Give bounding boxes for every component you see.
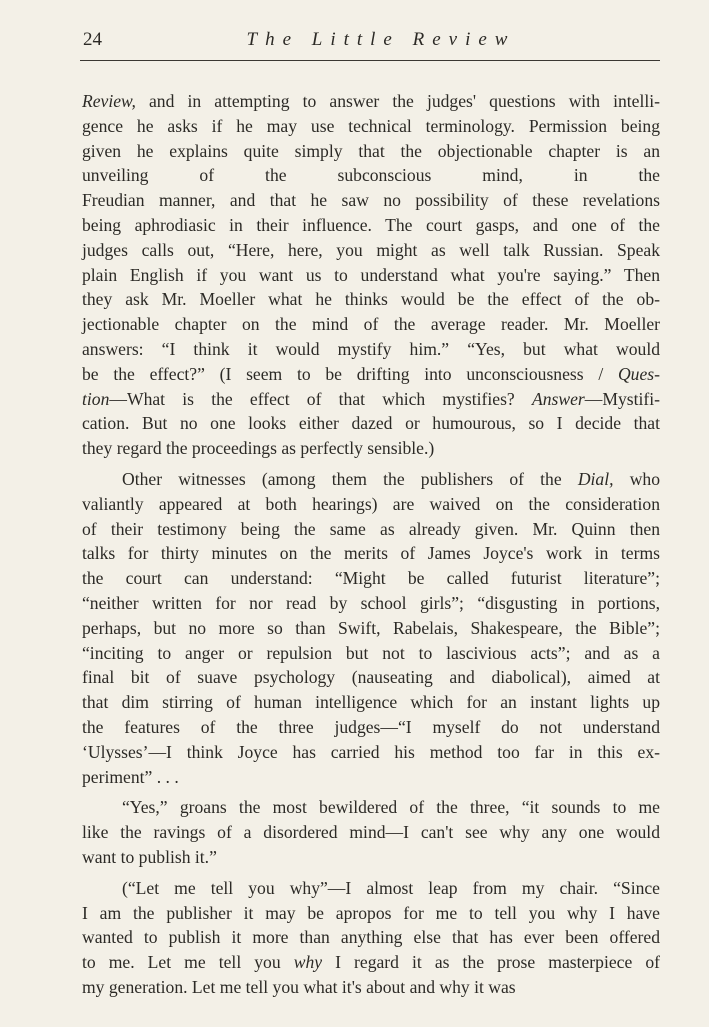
text-run: valiantly appeared at both hearings) are waived on the consideration bbox=[82, 493, 660, 514]
text-line bbox=[82, 312, 660, 337]
italic-text: Ques- bbox=[617, 363, 660, 384]
text-line bbox=[82, 591, 660, 616]
text-line bbox=[82, 641, 660, 666]
text-line bbox=[82, 387, 660, 412]
text-run: plain English if you want us to understand what you're saying.” Then bbox=[82, 264, 660, 285]
page-number: 24 bbox=[83, 29, 102, 50]
paragraph-3 bbox=[82, 795, 660, 869]
italic-text: tion bbox=[82, 388, 110, 409]
text-line bbox=[82, 337, 660, 362]
text-run: that dim stirring of human intelligence which for an instant lights up bbox=[82, 692, 660, 713]
text-run: they regard the proceedings as perfectly sensible.) bbox=[82, 438, 435, 459]
text-run: perhaps, but no more so than Swift, Rabelais, Shakespeare, the Bible”; bbox=[82, 617, 660, 638]
text-line bbox=[82, 690, 660, 715]
text-run: —What is the effect of that which mystifies? bbox=[109, 388, 532, 409]
paragraph-1 bbox=[82, 89, 660, 461]
paragraph-4 bbox=[82, 876, 660, 1000]
text-line bbox=[82, 765, 660, 790]
text-run: being aphrodiasic in their influence. The court gasps, and one of the bbox=[82, 214, 660, 235]
text-run: be the effect?” (I seem to be drifting into unconsciousness / bbox=[82, 363, 618, 384]
text-line bbox=[82, 467, 660, 492]
text-line bbox=[82, 665, 660, 690]
text-run: (“Let me tell you why”—I almost leap from my chair. “Since bbox=[122, 877, 660, 898]
text-line bbox=[82, 715, 660, 740]
text-line bbox=[82, 362, 660, 387]
text-run: —Mystifi- bbox=[584, 388, 660, 409]
italic-text: Answer bbox=[531, 388, 585, 409]
text-line bbox=[82, 411, 660, 436]
text-line bbox=[82, 114, 660, 139]
text-line bbox=[82, 541, 660, 566]
article-body bbox=[82, 89, 660, 1000]
text-line bbox=[82, 163, 660, 188]
text-run: “inciting to anger or repulsion but not to lascivious acts”; and as a bbox=[82, 642, 660, 663]
running-header bbox=[80, 26, 660, 61]
text-line bbox=[82, 876, 660, 901]
text-run: they ask Mr. Moeller what he thinks would be the effect of the ob- bbox=[82, 289, 660, 310]
text-run: given he explains quite simply that the objectionable chapter is an bbox=[82, 140, 660, 161]
text-run: wanted to publish it more than anything else that has ever been offered bbox=[82, 927, 660, 948]
text-run: “Yes,” groans the most bewildered of the three, “it sounds to me bbox=[122, 797, 660, 818]
text-run: talks for thirty minutes on the merits of James Joyce's work in terms bbox=[82, 543, 660, 564]
text-run: like the ravings of a disordered mind—I can't see why any one would bbox=[82, 822, 660, 843]
text-line bbox=[82, 213, 660, 238]
text-run: gence he asks if he may use technical terminology. Permission being bbox=[82, 115, 660, 136]
paragraph-2 bbox=[82, 467, 660, 789]
text-run: Freudian manner, and that he saw no possibility of these revelations bbox=[82, 190, 660, 211]
text-run: of their testimony being the same as already given. Mr. Quinn then bbox=[82, 518, 660, 539]
text-line bbox=[82, 795, 660, 820]
text-line bbox=[82, 925, 660, 950]
text-run: “neither written for nor read by school girls”; “disgusting in portions, bbox=[82, 592, 660, 613]
text-line bbox=[82, 188, 660, 213]
text-line bbox=[82, 950, 660, 975]
text-run: I am the publisher it may be apropos for me to tell you why I have bbox=[82, 902, 660, 923]
text-run: answers: “I think it would mystify him.” “Yes, but what would bbox=[82, 338, 660, 359]
text-run: who bbox=[613, 468, 660, 489]
text-run: and in attempting to answer the judges' questions with intelli- bbox=[135, 91, 660, 111]
text-run: final bit of suave psychology (nauseating and diabolical), aimed at bbox=[82, 667, 660, 688]
text-line bbox=[82, 139, 660, 164]
text-run: to me. Let me tell you bbox=[82, 952, 294, 973]
text-line bbox=[82, 263, 660, 288]
text-run: ‘Ulysses’—I think Joyce has carried his method too far in this ex- bbox=[82, 741, 660, 762]
text-line bbox=[82, 820, 660, 845]
italic-text: why bbox=[293, 952, 323, 973]
text-line bbox=[82, 436, 660, 461]
text-run: my generation. Let me tell you what it's about and why it was bbox=[82, 976, 516, 997]
italic-text: Dial, bbox=[577, 468, 614, 489]
text-run: want to publish it.” bbox=[82, 846, 217, 867]
text-line bbox=[82, 238, 660, 263]
italic-text: Review, bbox=[82, 91, 136, 111]
text-line bbox=[82, 740, 660, 765]
text-run: I regard it as the prose masterpiece of bbox=[322, 952, 660, 973]
text-line bbox=[82, 901, 660, 926]
text-line bbox=[82, 89, 660, 114]
text-run: periment” . . . bbox=[82, 766, 179, 787]
text-run: unveiling of the subconscious mind, in the bbox=[82, 165, 660, 186]
text-line bbox=[82, 566, 660, 591]
text-line bbox=[82, 287, 660, 312]
text-run: judges calls out, “Here, here, you might as well talk Russian. Speak bbox=[82, 239, 660, 260]
text-line bbox=[82, 616, 660, 641]
text-line bbox=[82, 845, 660, 870]
text-run: jectionable chapter on the mind of the average reader. Mr. Moeller bbox=[82, 314, 660, 335]
text-run: the features of the three judges—“I myself do not understand bbox=[82, 716, 660, 737]
text-run: the court can understand: “Might be called futurist literature”; bbox=[82, 568, 660, 589]
text-run: cation. But no one looks either dazed or humourous, so I decide that bbox=[82, 413, 660, 434]
running-title: The Little Review bbox=[246, 29, 516, 50]
text-line bbox=[82, 975, 660, 1000]
text-line bbox=[82, 517, 660, 542]
text-line bbox=[82, 492, 660, 517]
text-run: Other witnesses (among them the publishers of the bbox=[122, 468, 578, 489]
